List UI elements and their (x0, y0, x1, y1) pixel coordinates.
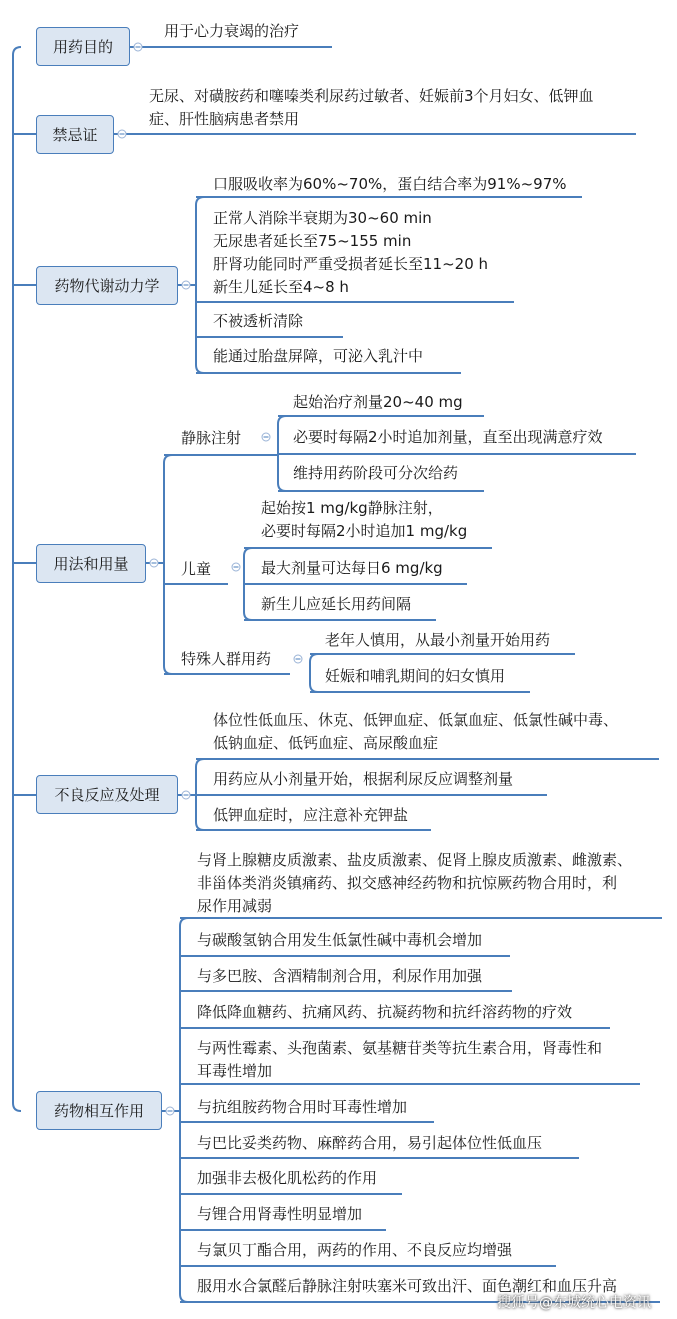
adverse-dose-adjust: 用药应从小剂量开始，根据利尿反应调整剂量 (213, 770, 514, 788)
pk-half-life: 正常人消除半衰期为30~60 min 无尿患者延长至75~155 min 肝肾功能同时严重受损者延长至11~20 h 新生儿延长至4~8 h (213, 209, 489, 296)
branch-bracket (164, 455, 172, 674)
child-newborn-interval: 新生儿应延长用药间隔 (261, 595, 412, 613)
watermark: 搜狐号@东城统心电资讯 (497, 1295, 651, 1311)
interaction-corticosteroids: 与肾上腺糖皮质激素、盐皮质激素、促肾上腺皮质激素、雌激素、 非甾体类消炎镇痛药、拟交感神经药物和抗惊厥药物合用时，利 尿作用减弱 (197, 851, 633, 915)
iv-additional-dose: 必要时每隔2小时追加剂量，直至出现满意疗效 (293, 428, 603, 446)
contraindication-item: 无尿、对磺胺药和噻嗪类利尿药过敏者、妊娠前3个月妇女、低钾血 症、肝性脑病患者禁用 (149, 87, 594, 128)
group-children[interactable]: 儿童 (181, 560, 212, 578)
branch-bracket (310, 654, 318, 692)
child-start-dose: 起始按1 mg/kg静脉注射， 必要时每隔2小时追加1 mg/kg (261, 499, 468, 540)
interaction-antihistamines: 与抗组胺药物合用时耳毒性增加 (197, 1098, 408, 1116)
child-max-dose: 最大剂量可达每日6 mg/kg (261, 559, 443, 577)
category-purpose[interactable]: 用药目的 (36, 27, 130, 66)
adverse-potassium: 低钾血症时，应注意补充钾盐 (213, 806, 409, 824)
iv-start-dose: 起始治疗剂量20~40 mg (293, 393, 463, 411)
category-pharmacokinetics[interactable]: 药物代谢动力学 (36, 266, 178, 305)
category-adverse-reactions[interactable]: 不良反应及处理 (36, 775, 178, 814)
purpose-item: 用于心力衰竭的治疗 (164, 22, 300, 40)
interaction-clofibrate: 与氯贝丁酯合用，两药的作用、不良反应均增强 (197, 1241, 513, 1259)
interaction-dopamine: 与多巴胺、含酒精制剂合用，利尿作用加强 (197, 967, 483, 985)
interaction-sodium-bicarbonate: 与碳酸氢钠合用发生低氯性碱中毒机会增加 (197, 931, 483, 949)
special-elderly: 老年人慎用，从最小剂量开始用药 (325, 631, 551, 649)
pk-dialysis: 不被透析清除 (213, 312, 304, 330)
group-iv-injection[interactable]: 静脉注射 (181, 429, 242, 447)
pk-absorption: 口服吸收率为60%~70%，蛋白结合率为91%~97% (213, 175, 567, 193)
interaction-lithium: 与锂合用肾毒性明显增加 (197, 1205, 363, 1223)
interaction-chloral-hydrate: 服用水合氯醛后静脉注射呋塞米可致出汗、面色潮红和血压升高 (197, 1277, 618, 1295)
category-contraindications[interactable]: 禁忌证 (36, 115, 114, 154)
category-interactions[interactable]: 药物相互作用 (36, 1091, 162, 1130)
branch-bracket (196, 197, 204, 373)
interaction-muscle-relaxants: 加强非去极化肌松药的作用 (197, 1169, 378, 1187)
interaction-antibiotics: 与两性霉素、头孢菌素、氨基糖苷类等抗生素合用，肾毒性和 耳毒性增加 (197, 1039, 603, 1080)
interaction-barbiturates: 与巴比妥类药物、麻醉药合用，易引起体位性低血压 (197, 1134, 543, 1152)
special-pregnancy: 妊娠和哺乳期间的妇女慎用 (325, 667, 506, 685)
category-usage-dosage[interactable]: 用法和用量 (36, 544, 146, 583)
branch-bracket (13, 47, 21, 1111)
branch-bracket (180, 918, 188, 1302)
pk-placenta: 能通过胎盘屏障，可泌入乳汁中 (213, 347, 424, 365)
interaction-hypoglycemics: 降低降血糖药、抗痛风药、抗凝药物和抗纤溶药物的疗效 (197, 1003, 573, 1021)
adverse-list: 体位性低血压、休克、低钾血症、低氯血症、低氯性碱中毒、 低钠血症、低钙血症、高尿酸血症 (213, 711, 619, 752)
iv-maintenance: 维持用药阶段可分次给药 (293, 464, 459, 482)
group-special-populations[interactable]: 特殊人群用药 (181, 650, 272, 668)
